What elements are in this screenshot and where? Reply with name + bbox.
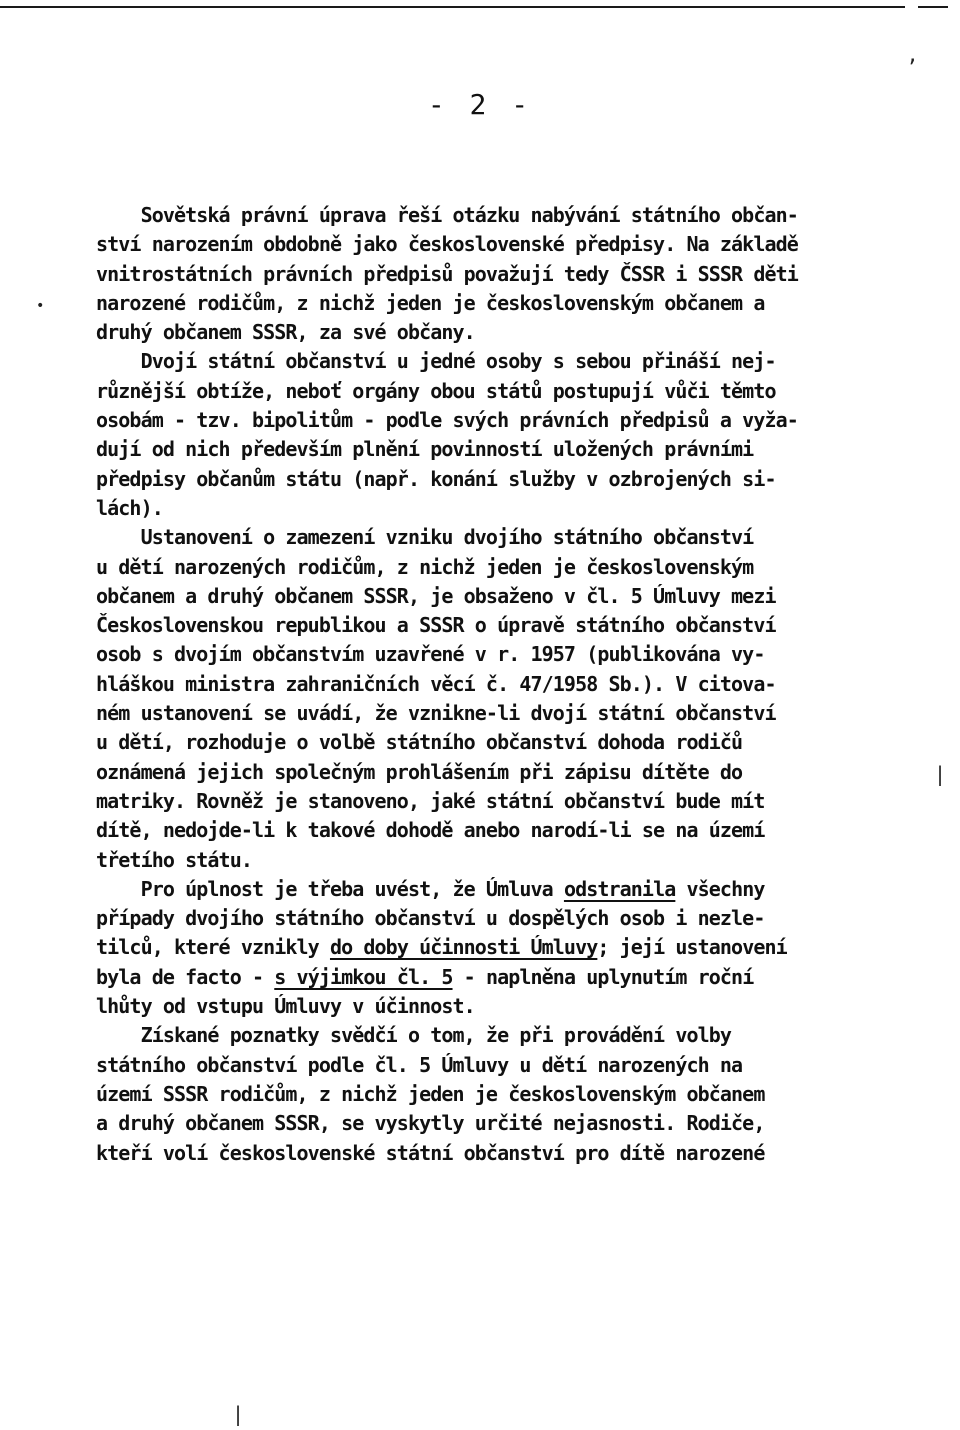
text-line <box>96 846 946 875</box>
top-rule-fragment <box>918 6 948 8</box>
text-segment: Ustanovení o zamezení vzniku dvojího státního občanství <box>96 525 754 550</box>
text-segment: narozené rodičům, z nichž jeden je československým občanem a <box>96 290 765 315</box>
text-segment: třetího státu. <box>96 847 252 872</box>
text-line <box>96 377 946 406</box>
text-segment: a druhý občanem SSSR, se vyskytly určité nejasnosti. Rodiče, <box>96 1111 765 1136</box>
text-segment: různější obtíže, neboť orgány obou států postupují vůči těmto <box>96 378 776 403</box>
text-line <box>96 1080 946 1109</box>
text-line <box>96 963 946 992</box>
text-line <box>96 1021 946 1050</box>
text-line <box>96 816 946 845</box>
text-segment: osob s dvojím občanstvím uzavřené v r. 1957 (publikována vy- <box>96 642 765 667</box>
text-segment: Československou republikou a SSSR o úpravě státního občanství <box>96 613 776 638</box>
text-segment: byla de facto - <box>96 964 275 989</box>
text-segment: ném ustanovení se uvádí, že vznikne-li dvojí státní občanství <box>96 701 776 726</box>
text-line <box>96 347 946 376</box>
text-segment: tilců, které vznikly <box>96 935 330 960</box>
text-line <box>96 933 946 962</box>
text-line <box>96 435 946 464</box>
text-segment: všechny <box>675 876 765 901</box>
text-segment: dují od nich především plnění povinností uložených právními <box>96 437 754 462</box>
text-line <box>96 582 946 611</box>
text-segment: osobám - tzv. bipolitům - podle svých právních předpisů a vyža- <box>96 408 798 433</box>
text-segment: druhý občanem SSSR, za své občany. <box>96 320 475 345</box>
text-line <box>96 553 946 582</box>
text-line <box>96 1051 946 1080</box>
text-segment: Pro úplnost je třeba uvést, že Úmluva <box>96 876 564 901</box>
text-segment: ; její ustanovení <box>597 935 787 960</box>
text-segment: případy dvojího státního občanství u dospělých osob i nezle- <box>96 906 765 931</box>
text-line <box>96 728 946 757</box>
text-line <box>96 875 946 904</box>
text-segment: dítě, nedojde-li k takové dohodě anebo narodí-li se na území <box>96 818 765 843</box>
text-segment: ství narozením obdobně jako československé předpisy. Na základě <box>96 232 798 257</box>
text-segment: oznámená jejich společným prohlášením při zápisu dítěte do <box>96 759 743 784</box>
text-line <box>96 523 946 552</box>
text-line <box>96 289 946 318</box>
stray-mark: | <box>934 762 947 786</box>
text-line <box>96 758 946 787</box>
text-line <box>96 787 946 816</box>
stray-dot: • <box>36 298 45 314</box>
text-line <box>96 1139 946 1168</box>
text-segment: hláškou ministra zahraničních věcí č. 47/1958 Sb.). V citova- <box>96 671 776 696</box>
text-segment: kteří volí československé státní občanství pro dítě narozené <box>96 1140 765 1165</box>
text-line <box>96 699 946 728</box>
text-segment: u dětí narozených rodičům, z nichž jeden je československým <box>96 554 754 579</box>
text-segment: u dětí, rozhoduje o volbě státního občanství dohoda rodičů <box>96 730 743 755</box>
text-segment: předpisy občanům státu (např. konání služby v ozbrojených si- <box>96 466 776 491</box>
text-segment: území SSSR rodičům, z nichž jeden je československým občanem <box>96 1081 765 1106</box>
text-segment: lách). <box>96 495 163 520</box>
page-number: - 2 - <box>427 88 533 121</box>
stray-mark: ’ <box>906 55 919 79</box>
text-line <box>96 318 946 347</box>
underlined-text: odstranila <box>563 876 676 901</box>
document-body <box>96 201 946 1168</box>
text-segment: Sovětská právní úprava řeší otázku nabývání státního občan- <box>96 203 798 227</box>
text-line <box>96 904 946 933</box>
text-line <box>96 260 946 289</box>
text-line <box>96 611 946 640</box>
text-segment: státního občanství podle čl. 5 Úmluvy u dětí narozených na <box>96 1052 743 1077</box>
top-rule <box>0 6 905 8</box>
text-segment: vnitrostátních právních předpisů považují tedy ČSSR i SSSR děti <box>96 261 798 286</box>
text-segment: lhůty od vstupu Úmluvy v účinnost. <box>96 994 475 1019</box>
text-line <box>96 406 946 435</box>
text-segment: Získané poznatky svědčí o tom, že při provádění volby <box>96 1023 732 1048</box>
text-line <box>96 640 946 669</box>
text-line <box>96 201 946 230</box>
text-line <box>96 465 946 494</box>
text-segment: - naplněna uplynutím roční <box>452 964 754 989</box>
text-line <box>96 494 946 523</box>
stray-mark: | <box>232 1402 245 1426</box>
underlined-text: s výjimkou čl. 5 <box>274 964 453 989</box>
text-line <box>96 992 946 1021</box>
text-line <box>96 670 946 699</box>
text-segment: matriky. Rovněž je stanoveno, jaké státní občanství bude mít <box>96 788 765 813</box>
text-segment: Dvojí státní občanství u jedné osoby s sebou přináší nej- <box>96 349 776 374</box>
underlined-text: do doby účinnosti Úmluvy <box>329 935 598 960</box>
text-line <box>96 1109 946 1138</box>
text-line <box>96 230 946 259</box>
text-segment: občanem a druhý občanem SSSR, je obsaženo v čl. 5 Úmluvy mezi <box>96 583 776 608</box>
